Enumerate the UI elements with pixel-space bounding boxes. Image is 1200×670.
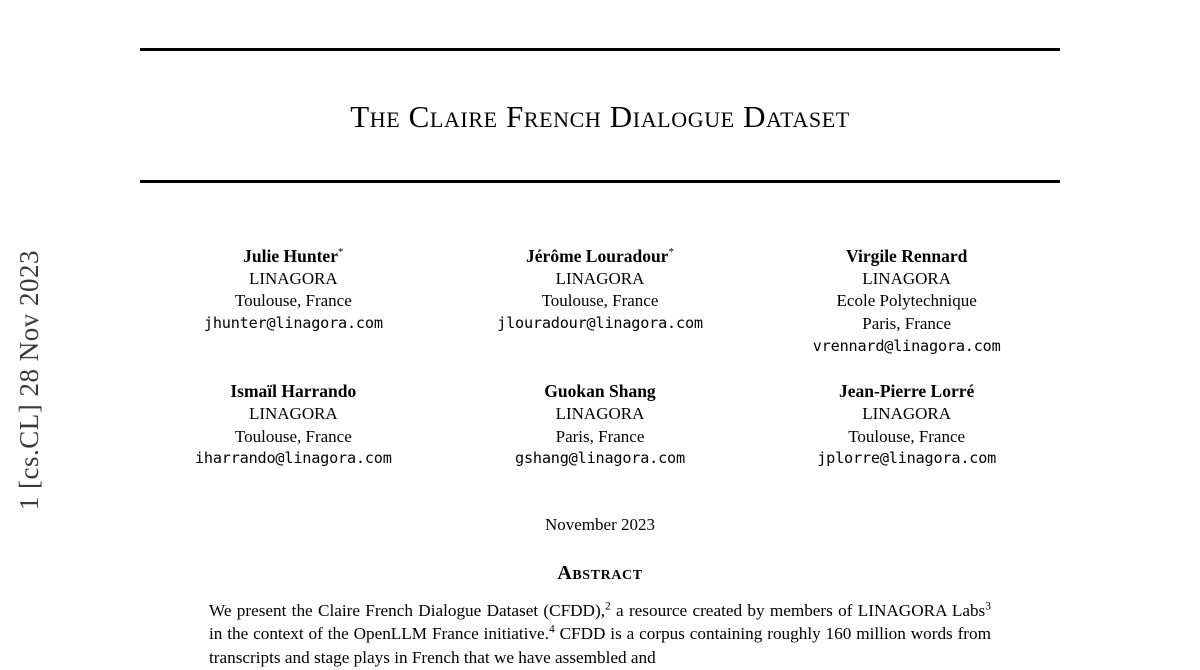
author-location: Toulouse, France bbox=[234, 291, 352, 311]
author-name bbox=[753, 380, 1060, 403]
author-entry bbox=[140, 245, 447, 356]
author-location: Toulouse, France bbox=[848, 426, 966, 446]
abstract-part-1: We present the Claire French Dialogue Dataset (CFDD), bbox=[209, 600, 605, 620]
abstract-heading: Abstract bbox=[557, 561, 643, 584]
author-name-text: Julie Hunter bbox=[243, 245, 338, 266]
author-entry bbox=[447, 245, 754, 356]
publication-date: November 2023 bbox=[544, 514, 655, 534]
author-email: iharrando@linagora.com bbox=[194, 449, 392, 468]
author-block bbox=[140, 245, 1060, 469]
abstract-footnote-marker-2: 2 bbox=[605, 599, 611, 612]
author-affiliation: LINAGORA bbox=[248, 268, 338, 288]
author-affiliation: LINAGORA bbox=[862, 404, 952, 424]
author-name-text: Jean-Pierre Lorré bbox=[839, 380, 975, 401]
abstract-part-4: CFDD is a corpus containing roughly 160 million words from transcripts and stage plays in French that we have assembled and bbox=[209, 624, 991, 668]
author-name bbox=[140, 380, 447, 403]
abstract-part-3: in the context of the OpenLLM France initiative. bbox=[209, 624, 549, 644]
author-email: jhunter@linagora.com bbox=[203, 314, 383, 333]
arxiv-identifier-stamp: 1 [cs.CL] 28 Nov 2023 bbox=[14, 250, 44, 511]
author-name bbox=[447, 380, 754, 403]
author-name bbox=[753, 245, 1060, 268]
abstract-footnote-marker-4: 4 bbox=[548, 623, 555, 636]
author-name bbox=[447, 245, 754, 268]
author-entry bbox=[140, 380, 447, 469]
author-entry bbox=[753, 380, 1060, 469]
author-email: gshang@linagora.com bbox=[515, 449, 685, 468]
author-location: Ecole Polytechnique bbox=[836, 291, 977, 311]
author-name-text: Ismaïl Harrando bbox=[230, 380, 357, 401]
author-name-marker: * bbox=[668, 245, 674, 258]
author-email: jplorre@linagora.com bbox=[817, 449, 997, 468]
title-rule-bottom bbox=[140, 180, 1060, 183]
author-location: Toulouse, France bbox=[541, 291, 659, 311]
author-email: vrennard@linagora.com bbox=[812, 336, 1001, 355]
author-affiliation: LINAGORA bbox=[555, 268, 645, 288]
author-name-marker: * bbox=[337, 245, 344, 258]
author-location-secondary: Paris, France bbox=[862, 314, 952, 334]
author-affiliation: LINAGORA bbox=[555, 404, 645, 424]
paper-page bbox=[140, 0, 1060, 668]
author-name-text: Virgile Rennard bbox=[845, 245, 968, 266]
author-entry bbox=[447, 380, 754, 469]
author-location: Paris, France bbox=[555, 426, 645, 446]
author-name-text: Guokan Shang bbox=[544, 380, 656, 401]
abstract-text bbox=[209, 599, 991, 670]
abstract-part-2: a resource created by members of LINAGORA Labs bbox=[610, 600, 986, 620]
author-affiliation: LINAGORA bbox=[862, 268, 952, 288]
page-title: The Claire French Dialogue Dataset bbox=[350, 98, 850, 134]
author-affiliation: LINAGORA bbox=[248, 404, 338, 424]
title-rule-top bbox=[140, 48, 1060, 51]
author-email: jlouradour@linagora.com bbox=[497, 314, 703, 333]
author-entry bbox=[753, 245, 1060, 356]
author-name-text: Jérôme Louradour bbox=[526, 245, 669, 266]
author-location: Toulouse, France bbox=[234, 426, 352, 446]
abstract-footnote-marker-3: 3 bbox=[985, 599, 991, 612]
author-name bbox=[140, 245, 447, 268]
